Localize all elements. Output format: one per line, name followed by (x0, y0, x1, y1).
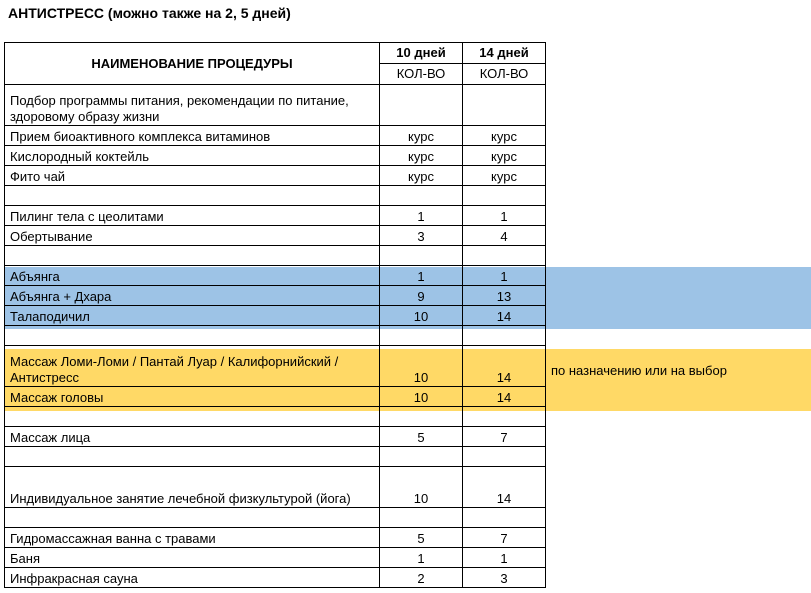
column-header-qty-10: КОЛ-ВО (380, 64, 463, 85)
table-row (5, 407, 546, 427)
column-header-10-days: 10 дней (380, 43, 463, 64)
procedure-cell: Массаж Ломи-Ломи / Пантай Луар / Калифорнийский / Антистресс (5, 346, 380, 387)
table-row (5, 306, 546, 326)
table-row (5, 528, 546, 548)
procedure-cell: Массаж головы (5, 387, 380, 407)
qty-14-cell (463, 85, 546, 126)
qty-10-cell: 2 (380, 568, 463, 588)
qty-14-cell (463, 186, 546, 206)
procedure-cell: Кислородный коктейль (5, 146, 380, 166)
qty-14-cell: 13 (463, 286, 546, 306)
table-row (5, 447, 546, 467)
qty-10-cell (380, 186, 463, 206)
qty-14-cell: 3 (463, 568, 546, 588)
table-row (5, 166, 546, 186)
procedure-cell: Индивидуальное занятие лечебной физкультурой (йога) (5, 467, 380, 508)
procedure-cell (5, 186, 380, 206)
qty-10-cell: 5 (380, 427, 463, 447)
qty-14-cell (463, 508, 546, 528)
qty-10-cell (380, 85, 463, 126)
qty-14-cell: курс (463, 166, 546, 186)
procedure-cell: Прием биоактивного комплекса витаминов (5, 126, 380, 146)
qty-10-cell (380, 246, 463, 266)
column-header-qty-14: КОЛ-ВО (463, 64, 546, 85)
column-header-procedure: НАИМЕНОВАНИЕ ПРОЦЕДУРЫ (5, 43, 380, 85)
page-title: АНТИСТРЕСС (можно также на 2, 5 дней) (8, 5, 291, 21)
procedure-cell (5, 447, 380, 467)
qty-10-cell: 10 (380, 346, 463, 387)
qty-14-cell (463, 246, 546, 266)
qty-14-cell: курс (463, 126, 546, 146)
procedure-cell: Баня (5, 548, 380, 568)
qty-14-cell: 1 (463, 548, 546, 568)
qty-10-cell: 1 (380, 206, 463, 226)
qty-10-cell: 1 (380, 548, 463, 568)
table-row (5, 186, 546, 206)
procedure-cell: Абъянга + Дхара (5, 286, 380, 306)
procedure-cell: Обертывание (5, 226, 380, 246)
procedure-cell: Фито чай (5, 166, 380, 186)
procedure-cell: Подбор программы питания, рекомендации по питание, здоровому образу жизни (5, 85, 380, 126)
table-row (5, 568, 546, 588)
procedure-cell (5, 407, 380, 427)
table-row (5, 246, 546, 266)
table-row (5, 346, 546, 387)
qty-14-cell: 7 (463, 528, 546, 548)
table-row (5, 126, 546, 146)
procedure-cell (5, 326, 380, 346)
qty-14-cell: 7 (463, 427, 546, 447)
table-row (5, 427, 546, 447)
qty-10-cell: 10 (380, 387, 463, 407)
procedure-cell (5, 508, 380, 528)
table-row (5, 226, 546, 246)
procedure-cell: Гидромассажная ванна с травами (5, 528, 380, 548)
procedures-table (4, 42, 546, 588)
qty-10-cell: 10 (380, 306, 463, 326)
table-row (5, 146, 546, 166)
table-body (5, 85, 546, 588)
qty-14-cell: курс (463, 146, 546, 166)
qty-14-cell: 1 (463, 266, 546, 286)
qty-10-cell: курс (380, 146, 463, 166)
procedure-cell: Абъянга (5, 266, 380, 286)
qty-10-cell: курс (380, 126, 463, 146)
table-row (5, 266, 546, 286)
procedure-cell: Инфракрасная сауна (5, 568, 380, 588)
procedure-cell: Талаподичил (5, 306, 380, 326)
qty-14-cell (463, 326, 546, 346)
qty-10-cell (380, 407, 463, 427)
qty-10-cell (380, 508, 463, 528)
qty-10-cell (380, 447, 463, 467)
qty-10-cell: 5 (380, 528, 463, 548)
qty-14-cell (463, 447, 546, 467)
procedure-cell (5, 246, 380, 266)
table-row (5, 548, 546, 568)
table-row (5, 85, 546, 126)
table-row (5, 387, 546, 407)
table-row (5, 467, 546, 508)
qty-14-cell: 1 (463, 206, 546, 226)
qty-10-cell (380, 326, 463, 346)
procedure-cell: Пилинг тела с цеолитами (5, 206, 380, 226)
column-header-14-days: 14 дней (463, 43, 546, 64)
table-row (5, 286, 546, 306)
table-row (5, 326, 546, 346)
qty-14-cell: 4 (463, 226, 546, 246)
qty-14-cell: 14 (463, 346, 546, 387)
qty-14-cell: 14 (463, 467, 546, 508)
qty-14-cell: 14 (463, 387, 546, 407)
qty-14-cell: 14 (463, 306, 546, 326)
procedure-cell: Массаж лица (5, 427, 380, 447)
selection-note: по назначению или на выбор (551, 363, 727, 378)
qty-10-cell: 10 (380, 467, 463, 508)
qty-14-cell (463, 407, 546, 427)
qty-10-cell: 9 (380, 286, 463, 306)
table-row (5, 508, 546, 528)
qty-10-cell: 3 (380, 226, 463, 246)
qty-10-cell: 1 (380, 266, 463, 286)
qty-10-cell: курс (380, 166, 463, 186)
table-row (5, 206, 546, 226)
